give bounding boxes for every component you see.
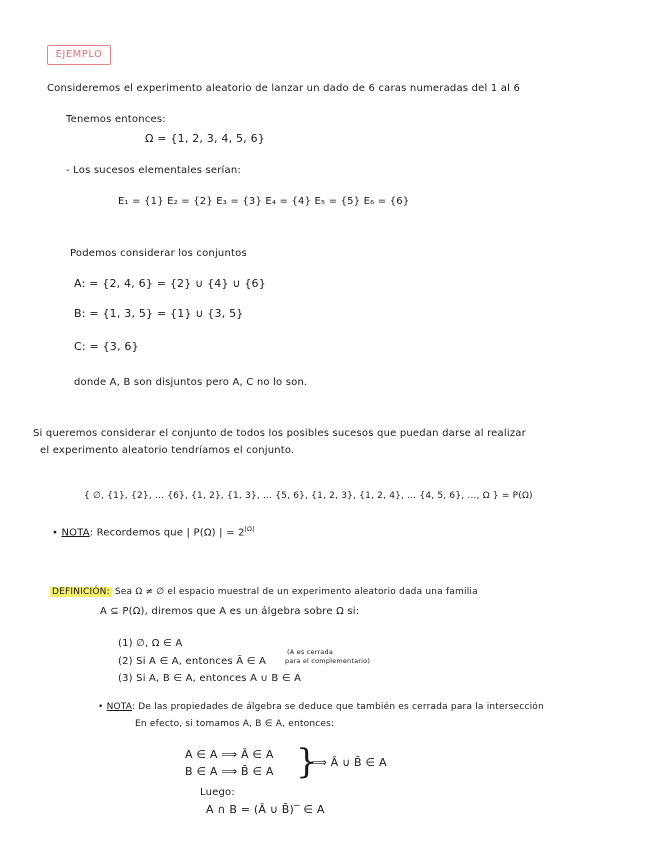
definition-label: DEFINICIÓN: [52,587,110,597]
nota-text: : Recordemos que | P(Ω) | = 2 [89,527,245,539]
power-set-sentence-line1: Si queremos considerar el conjunto de todos los posibles sucesos que puedan darse al realizar [33,428,526,439]
algebra-property-3: (3) Si A, B ∈ A, entonces A ∪ B ∈ A [118,673,302,684]
nota2-text: : De las propiedades de álgebra se deduce que también es cerrada para la intersección [132,702,544,712]
nota-exponent: |Ω| [244,525,255,533]
set-c: C: = {3, 6} [74,340,139,353]
definition-line1 [50,587,478,597]
sucesos-elementales-label: - Los sucesos elementales serían: [66,165,241,176]
nota-label: NOTA [61,527,90,539]
algebra-property-2: (2) Si A ∈ A, entonces Ā ∈ A [118,656,267,667]
algebra-property-1: (1) ∅, Ω ∈ A [118,638,183,649]
right-brace: } [296,742,318,782]
tenemos-label: Tenemos entonces: [66,114,166,125]
nota-intersection-line1: • NOTA: De las propiedades de álgebra se deduce que también es cerrada para la intersección [98,702,544,712]
sample-space-omega: Ω = {1, 2, 3, 4, 5, 6} [145,132,265,145]
luego-label: Luego: [200,787,235,798]
definition-text: Sea Ω ≠ ∅ el espacio muestral de un experimento aleatorio dada una familia [114,587,478,597]
property-2-note-line2: para el complementario) [285,657,371,665]
intro-sentence: Consideremos el experimento aleatorio de lanzar un dado de 6 caras numeradas del 1 al 6 [47,83,521,94]
disjoint-conclusion: donde A, B son disjuntos pero A, C no lo son. [74,377,308,388]
power-set-sentence-line2: el experimento aleatorio tendríamos el conjunto. [40,445,295,456]
set-a: A: = {2, 4, 6} = {2} ∪ {4} ∪ {6} [74,277,266,290]
implication-a: A ∈ A ⟹ Ā ∈ A [185,748,274,761]
intersection-result: A ∩ B = (Ā ∪ B̄)‾ ∈ A [206,803,325,816]
power-set-enumeration: { ∅, {1}, {2}, ... {6}, {1, 2}, {1, 3}, ... {5, 6}, {1, 2, 3}, {1, 2, 4}, ... {4, 5, 6}, ..., Ω } = P(Ω) [84,491,533,501]
property-2-note-line1: (A es cerrada [287,648,333,656]
set-b: B: = {1, 3, 5} = {1} ∪ {3, 5} [74,307,244,320]
nota2-label: NOTA [106,702,132,712]
implication-b: B ∈ A ⟹ B̄ ∈ A [185,765,274,778]
implication-result: ⟹ Ā ∪ B̄ ∈ A [311,756,387,769]
conjuntos-intro: Podemos considerar los conjuntos [70,248,247,259]
elementary-events: E₁ = {1} E₂ = {2} E₃ = {3} E₄ = {4} E₅ = {5} E₆ = {6} [118,196,410,207]
nota-intersection-line2: En efecto, si tomamos A, B ∈ A, entonces: [135,719,335,729]
definition-line2: A ⊆ P(Ω), diremos que A es un álgebra sobre Ω si: [100,606,360,617]
nota-power-set-cardinality: • NOTA: Recordemos que | P(Ω) | = $2^{|\Omega|}$ [52,525,255,539]
example-title-box: EJEMPLO [47,45,111,65]
